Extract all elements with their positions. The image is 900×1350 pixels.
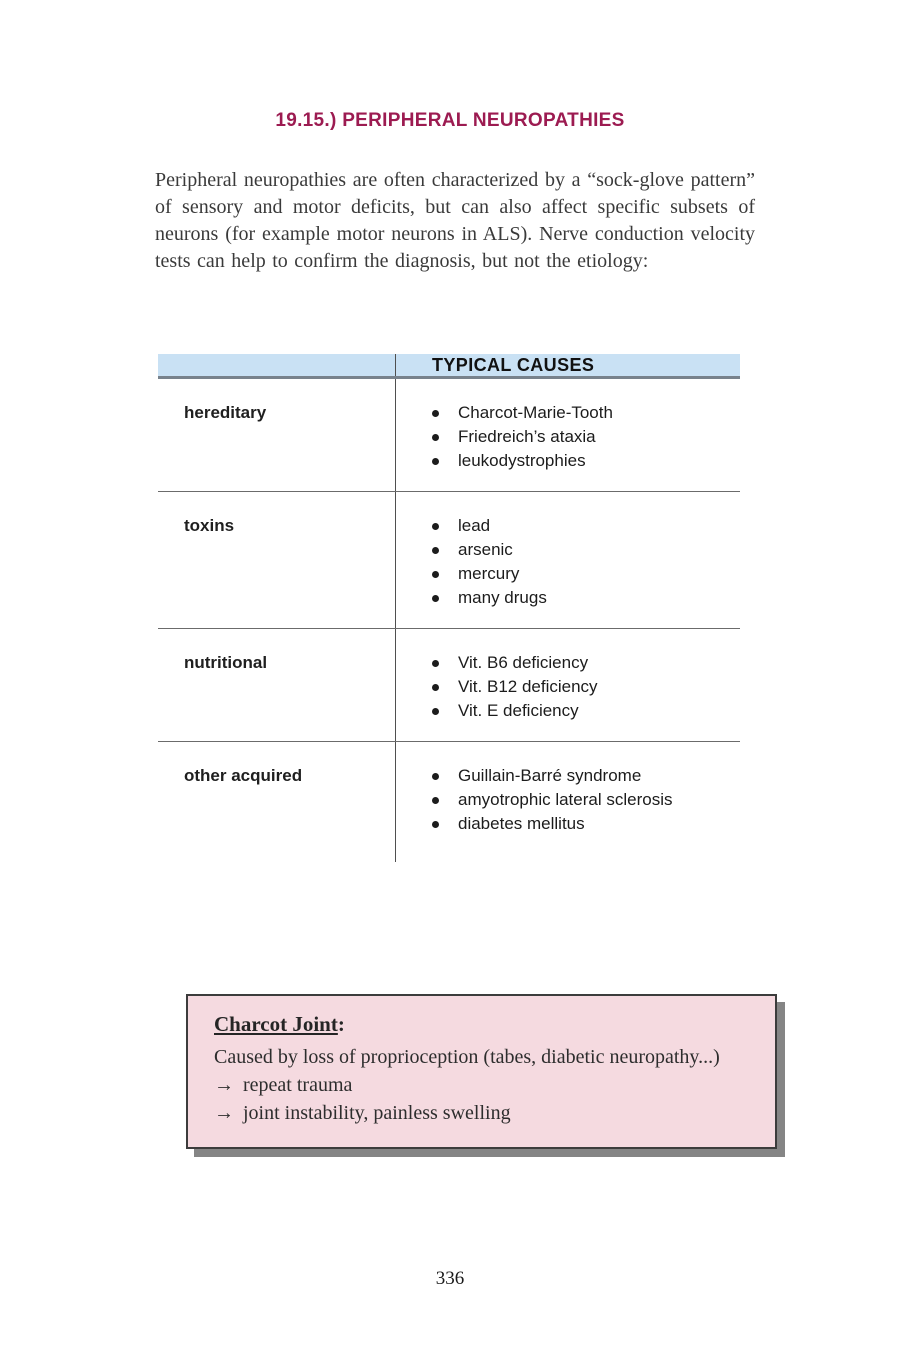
row-items-cell [395,492,740,628]
arrow-icon: → [214,1102,234,1124]
note-title-colon: : [337,1012,345,1036]
row-label: nutritional [184,653,268,672]
note-box [186,994,777,1149]
bullet-item: Guillain-Barré syndrome [396,764,740,788]
note-title [214,1012,765,1037]
note-title-text: Charcot Joint [214,1012,338,1036]
bullet-item: diabetes mellitus [396,812,740,836]
table-row [158,742,740,862]
bullet-list [396,514,740,610]
table-row [158,629,740,742]
note-arrow-line [214,1071,765,1099]
bullet-list [396,651,740,723]
bullet-item: Friedreich’s ataxia [396,425,740,449]
bullet-item: many drugs [396,586,740,610]
page-number: 336 [435,1268,465,1289]
bullet-item: Vit. B6 deficiency [396,651,740,675]
bullet-item: amyotrophic lateral sclerosis [396,788,740,812]
bullet-item: Vit. E deficiency [396,699,740,723]
bullet-item: leukodystrophies [396,449,740,473]
bullet-list [396,401,740,473]
table-row [158,379,740,492]
table-header-empty-cell [158,354,395,376]
row-label: hereditary [184,403,267,422]
row-items-cell [395,742,740,862]
bullet-list [396,764,740,836]
note-line: Caused by loss of proprioception (tabes, diabetic neuropathy...) [214,1046,720,1068]
page-title: 19.15.) PERIPHERAL NEUROPATHIES [275,110,625,131]
row-items-cell [395,629,740,741]
table-header-cell: TYPICAL CAUSES [395,354,740,376]
bullet-item: mercury [396,562,740,586]
intro-paragraph: Peripheral neuropathies are often characterized by a “sock-glove pattern” of sensory and motor deficits, but can also affect specific subsets of neurons (for example motor neurons in ALS). Nerve conduction velocity tests can help to confirm the diagnosis, but not the etiology: [155,169,755,272]
table-row [158,492,740,629]
causes-table [158,354,740,862]
note-arrow-text: repeat trauma [243,1074,353,1096]
row-label: other acquired [184,766,303,785]
bullet-item: Charcot-Marie-Tooth [396,401,740,425]
note-arrow-line [214,1099,765,1127]
table-header-row [158,354,740,379]
arrow-icon: → [214,1074,234,1096]
bullet-item: lead [396,514,740,538]
bullet-item: arsenic [396,538,740,562]
note-arrow-text: joint instability, painless swelling [243,1102,511,1124]
row-label: toxins [184,516,235,535]
bullet-item: Vit. B12 deficiency [396,675,740,699]
row-items-cell [395,379,740,491]
